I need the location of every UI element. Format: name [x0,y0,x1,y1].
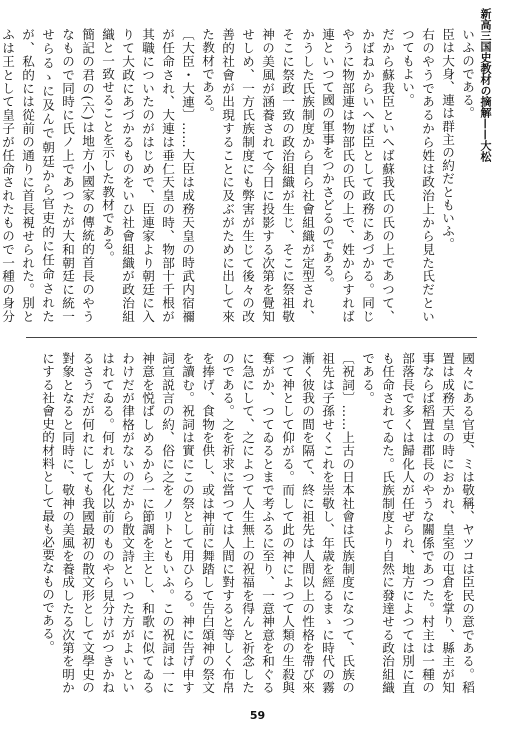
paragraph: 〔祝詞〕……上古の日本社會は氏族制度になつて、氏族の祖先は子孫せくこれを崇敬し、年歳を經るまゝに時代の霧漸く彼我の間を隔て、終に祖先は人間以上の性格を帶び來つて神として仰がる。而して此の神によつて人類の生殺與奪がか、つてゐるとまで考ふるに至り、一意神意を和ぐるに急にして、之によつて人生無上の祝福を得んと祈念したのである。之を祈求に當つては人間に對すると等しく布帛を捧げ、食物を供し、或は神前に舞踏して告白頌神の祭文を讀む。祝詞は實にこの祭として用ひらる。神に告げ申す詞宣説言の約、俗に之をノリトともいふ。この祝詞は一に神意を悦ばしめるから一に節調を主とし、和歌に似てゐるわけだが律格がないのだから散文詩といつた方がよいといはれてゐる。何れが大化以前のものやら見分けがつきかねるさうだが何れにしても我國最初の散文形として文學史の對象となると同時に、敬神の美風を養成したる次第を明かにする社會史的材料として最も必要なものである。 [40,352,355,694]
section-divider [26,337,477,338]
lower-text-block [7,352,477,694]
paragraph: 簡記の君の(六)は地方小國家の傳統的首長のやうなもので同時に氏ノ上であつたが大和朝廷に統一せらるゝに及んで朝廷から官吏的に任命されたが、私的には從前の通りに首長視せられた。別とふは王として皇子が任命されたもので一種の身分 [0,28,95,323]
paragraph: いふのである。 [460,28,475,120]
upper-text-block [0,28,477,323]
running-header: 新高三国史教材の摘解——大松 [479,8,492,162]
paragraph: 〔大臣・大連〕……大臣は成務天皇の時武内宿禰が任命され、大連は垂仁天皇の時、物部十千根が其職についたのがはじめで、臣連家より朝廷に入りて大政にあづかるものをいひ社會組織が政治組織と一致せることを示した教材である。 [100,28,195,323]
paragraph: 右のやうであるから姓は政治上から見た氏だといつてもよい。 [400,28,435,323]
paragraph: だから蘇我臣といへば蘇我氏の氏の上であつて、かばねからいへば臣として政務にあづかる。同じやうに物部連は物部氏の氏の上で、姓からすれば連といつて國の軍事をつかさどるのである。 [320,28,395,323]
paragraph: 臣は大身、連は群主の約だともいふ。 [440,28,455,251]
paragraph: かうした氏族制度から自ら社會組織が定型され、そこに祭政一致の政治組織が生じ、そこに祭祖敬神の美風が涵養されて今日に投影する次第を覺知せしめ、一方氏族制度にも弊害が生じて後々の改善的社會が出現することに及ぶがために出して來た教材である。 [200,28,315,323]
page-number: 59 [249,709,266,722]
paragraph: 國々にある官吏、ミは敬稱、ヤツコは臣民の意である。稻置は成務天皇の時におかれ、皇室の屯倉を掌り、縣主が知事ならば稻置は郡長のやうな關係であつた。村主は一種の部落長で多くは歸化人が任ぜられ、地方によつては別に直も任命されてゐた。氏族制度より自然に發達せる政治組織である。 [360,352,475,694]
